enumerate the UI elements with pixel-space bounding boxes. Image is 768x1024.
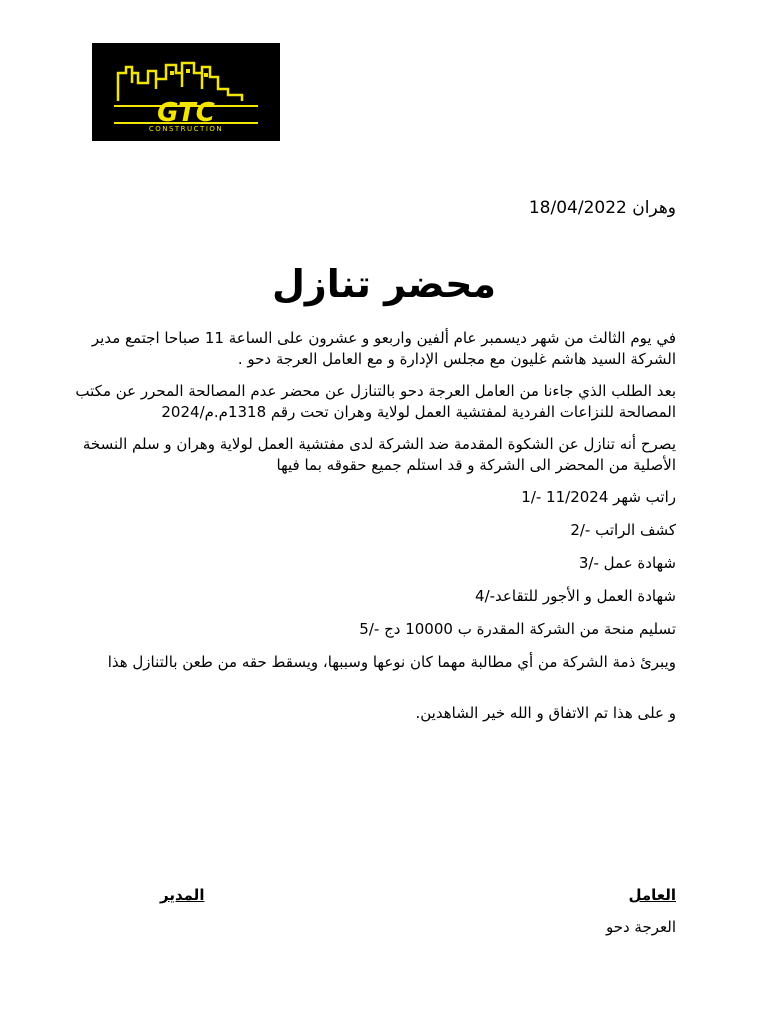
worker-name: العرجة دحو	[605, 918, 676, 936]
list-item: راتب شهر 11/2024 -/1	[521, 488, 676, 506]
list-item: كشف الراتب -/2	[570, 521, 676, 539]
paragraph-request: بعد الطلب الذي جاءنا من العامل العرجة دحو بالتنازل عن محضر عدم المصالحة المحرر عن مكتب المصالحة للنزاعات الفردية لمفتشية العمل لولاية وهران تحت رقم 1318م.م/2024	[75, 382, 676, 421]
paragraph-meeting: في يوم الثالث من شهر ديسمبر عام ألفين واربعو و عشرون على الساعة 11 صباحا اجتمع مدير الشركة السيد هاشم غليون مع مجلس الإدارة و مع العامل العرجة دحو .	[91, 329, 676, 368]
list-item: تسليم منحة من الشركة المقدرة ب 10000 دج -/5	[359, 620, 676, 638]
logo-brand: GTC	[157, 98, 215, 128]
logo-tagline: CONSTRUCTION	[148, 125, 224, 133]
company-logo	[92, 43, 280, 141]
worker-signature-label: العامل	[628, 886, 676, 904]
document-title: محضر تنازل	[271, 262, 497, 306]
paragraph-release: ويبرئ ذمة الشركة من أي مطالبة مهما كان نوعها وسببها، ويسقط حقه من طعن بالتنازل هذا	[107, 653, 676, 671]
list-item: شهادة عمل -/3	[578, 554, 676, 572]
paragraph-declaration: يصرح أنه تنازل عن الشكوة المقدمة ضد الشركة لدى مفتشية العمل لولاية وهران و سلم النسخة الأصلية من المحضر الى الشركة و قد استلم جميع حقوقه بما فيها	[82, 435, 676, 474]
manager-signature-label: المدير	[160, 886, 205, 904]
paragraph-closing: و على هذا تم الاتفاق و الله خير الشاهدين.	[415, 704, 676, 722]
list-item: شهادة العمل و الأجور للتقاعد-/4	[475, 587, 676, 605]
gtc-logo-icon	[92, 43, 280, 141]
document-date: وهران 18/04/2022	[528, 198, 676, 218]
document-body	[60, 328, 676, 735]
